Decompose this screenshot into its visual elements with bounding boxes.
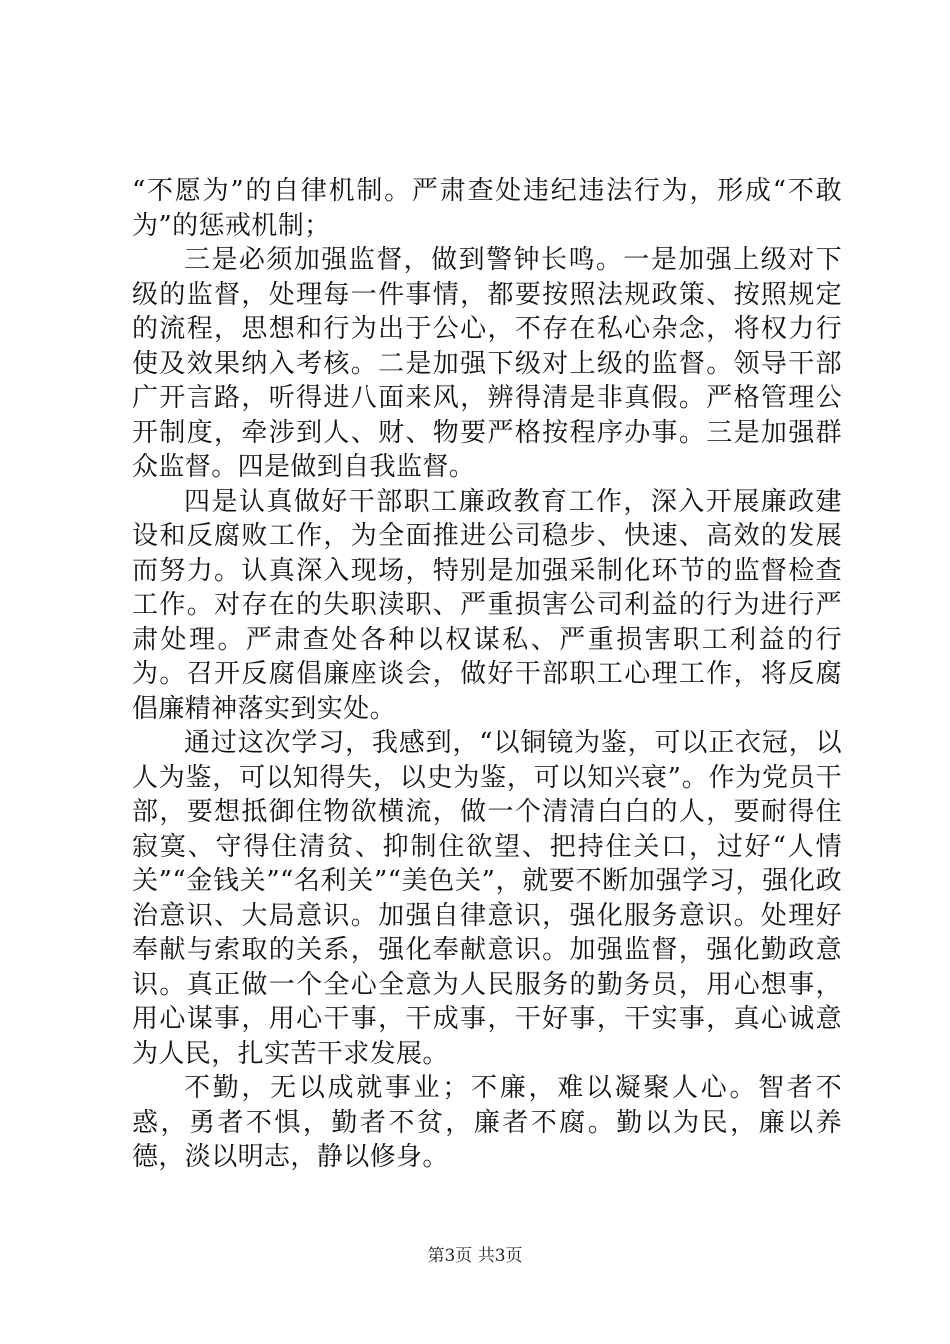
paragraph-reflection: 通过这次学习，我感到，“以铜镜为鉴，可以正衣冠，以人为鉴，可以知得失，以史为鉴，可以知兴衰”。作为党员干部，要想抵御住物欲横流，做一个清清白白的人，要耐得住寂寞、守得住清贫、抑制住欲望、把持住关口，过好“人情关”“金钱关”“名利关”“美色关”，就要不断加强学习，强化政治意识、大局意识。加强自律意识，强化服务意识。处理好奉献与索取的关系，强化奉献意识。加强监督，强化勤政意识。真正做一个全心全意为人民服务的勤务员，用心想事，用心谋事，用心干事，干成事，干好事，干实事，真心诚意为人民，扎实苦干求发展。 bbox=[132, 728, 842, 1069]
document-body bbox=[132, 174, 842, 1175]
paragraph-conclusion: 不勤，无以成就事业；不廉，难以凝聚人心。智者不惑，勇者不惧，勤者不贫，廉者不腐。勤以为民，廉以养德，淡以明志，静以修身。 bbox=[132, 1073, 842, 1172]
paragraph-supervision: 三是必须加强监督，做到警钟长鸣。一是加强上级对下级的监督，处理每一件事情，都要按照法规政策、按照规定的流程，思想和行为出于公心，不存在私心杂念，将权力行使及效果纳入考核。二是加强下级对上级的监督。领导干部广开言路，听得进八面来风，辨得清是非真假。严格管理公开制度，牵涉到人、财、物要严格按程序办事。三是加强群众监督。四是做到自我监督。 bbox=[132, 245, 842, 482]
paragraph-continuation: “不愿为”的自律机制。严肃查处违纪违法行为，形成“不敢为”的惩戒机制； bbox=[132, 176, 842, 241]
page-number: 第3页 共3页 bbox=[427, 1246, 523, 1266]
paragraph-education: 四是认真做好干部职工廉政教育工作，深入开展廉政建设和反腐败工作，为全面推进公司稳步、快速、高效的发展而努力。认真深入现场，特别是加强采制化环节的监督检查工作。对存在的失职渎职、严重损害公司利益的行为进行严肃处理。严肃查处各种以权谋私、严重损害职工利益的行为。召开反腐倡廉座谈会，做好干部职工心理工作，将反腐倡廉精神落实到实处。 bbox=[132, 486, 842, 724]
